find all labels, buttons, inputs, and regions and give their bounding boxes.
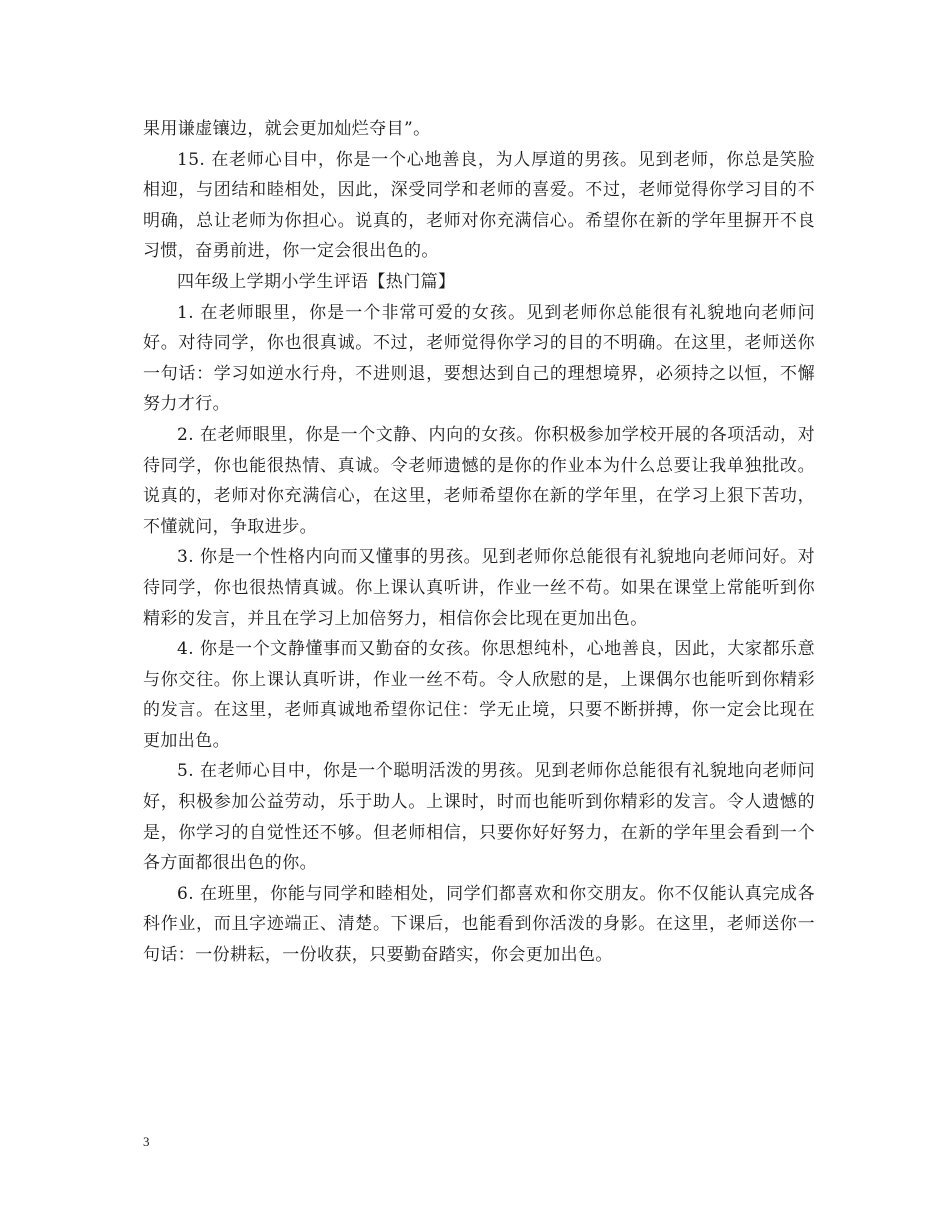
paragraph-continuation: 果用谦虚镶边，就会更加灿烂夺目”。 <box>143 119 431 139</box>
paragraph-item-2: 2. 在老师眼里，你是一个文静、内向的女孩。你积极参加学校开展的各项活动，对待同学，你也能很热情、真诚。令老师遗憾的是你的作业本为什么总要让我单独批改。说真的，老师对你充满信心，在这里，老师希望你在新的学年里，在学习上狠下苦功，不懂就问，争取进步。 <box>143 424 815 537</box>
paragraph-item-4: 4. 你是一个文静懂事而又勤奋的女孩。你思想纯朴，心地善良，因此，大家都乐意与你交往。你上课认真听讲，作业一丝不苟。令人欣慰的是，上课偶尔也能听到你精彩的发言。在这里，老师真诚地希望你记住：学无止境，只要不断拼搏，你一定会比现在更加出色。 <box>143 639 815 751</box>
page-number: 3 <box>143 1134 150 1149</box>
paragraph-item-5: 5. 在老师心目中，你是一个聪明活泼的男孩。见到老师你总能很有礼貌地向老师问好，积极参加公益劳动，乐于助人。上课时，时而也能听到你精彩的发言。令人遗憾的是，你学习的自觉性还不够。但老师相信，只要你好好努力，在新的学年里会看到一个各方面都很出色的你。 <box>143 761 815 874</box>
paragraph-item-1: 1. 在老师眼里，你是一个非常可爱的女孩。见到老师你总能很有礼貌地向老师问好。对待同学，你也很真诚。不过，老师觉得你学习的目的不明确。在这里，老师送你一句话：学习如逆水行舟，不进则退，要想达到自己的理想境界，必须持之以恒，不懈努力才行。 <box>143 302 815 415</box>
paragraph-item-3: 3. 你是一个性格内向而又懂事的男孩。见到老师你总能很有礼貌地向老师问好。对待同学，你也很热情真诚。你上课认真听讲，作业一丝不苟。如果在课堂上常能听到你精彩的发言，并且在学习上加倍努力，相信你会比现在更加出色。 <box>143 547 815 629</box>
document-body <box>143 114 815 971</box>
section-heading: 四年级上学期小学生评语【热门篇】 <box>177 271 456 292</box>
paragraph-item-6: 6. 在班里，你能与同学和睦相处，同学们都喜欢和你交朋友。你不仅能认真完成各科作业，而且字迹端正、清楚。下课后，也能看到你活泼的身影。在这里，老师送你一句话：一份耕耘，一份收获，只要勤奋踏实，你会更加出色。 <box>143 883 815 966</box>
paragraph-item-15: 15. 在老师心目中，你是一个心地善良，为人厚道的男孩。见到老师，你总是笑脸相迎，与团结和睦相处，因此，深受同学和老师的喜爱。不过，老师觉得你学习目的不明确，总让老师为你担心。说真的，老师对你充满信心。希望你在新的学年里摒开不良习惯，奋勇前进，你一定会很出色的。 <box>143 149 815 262</box>
